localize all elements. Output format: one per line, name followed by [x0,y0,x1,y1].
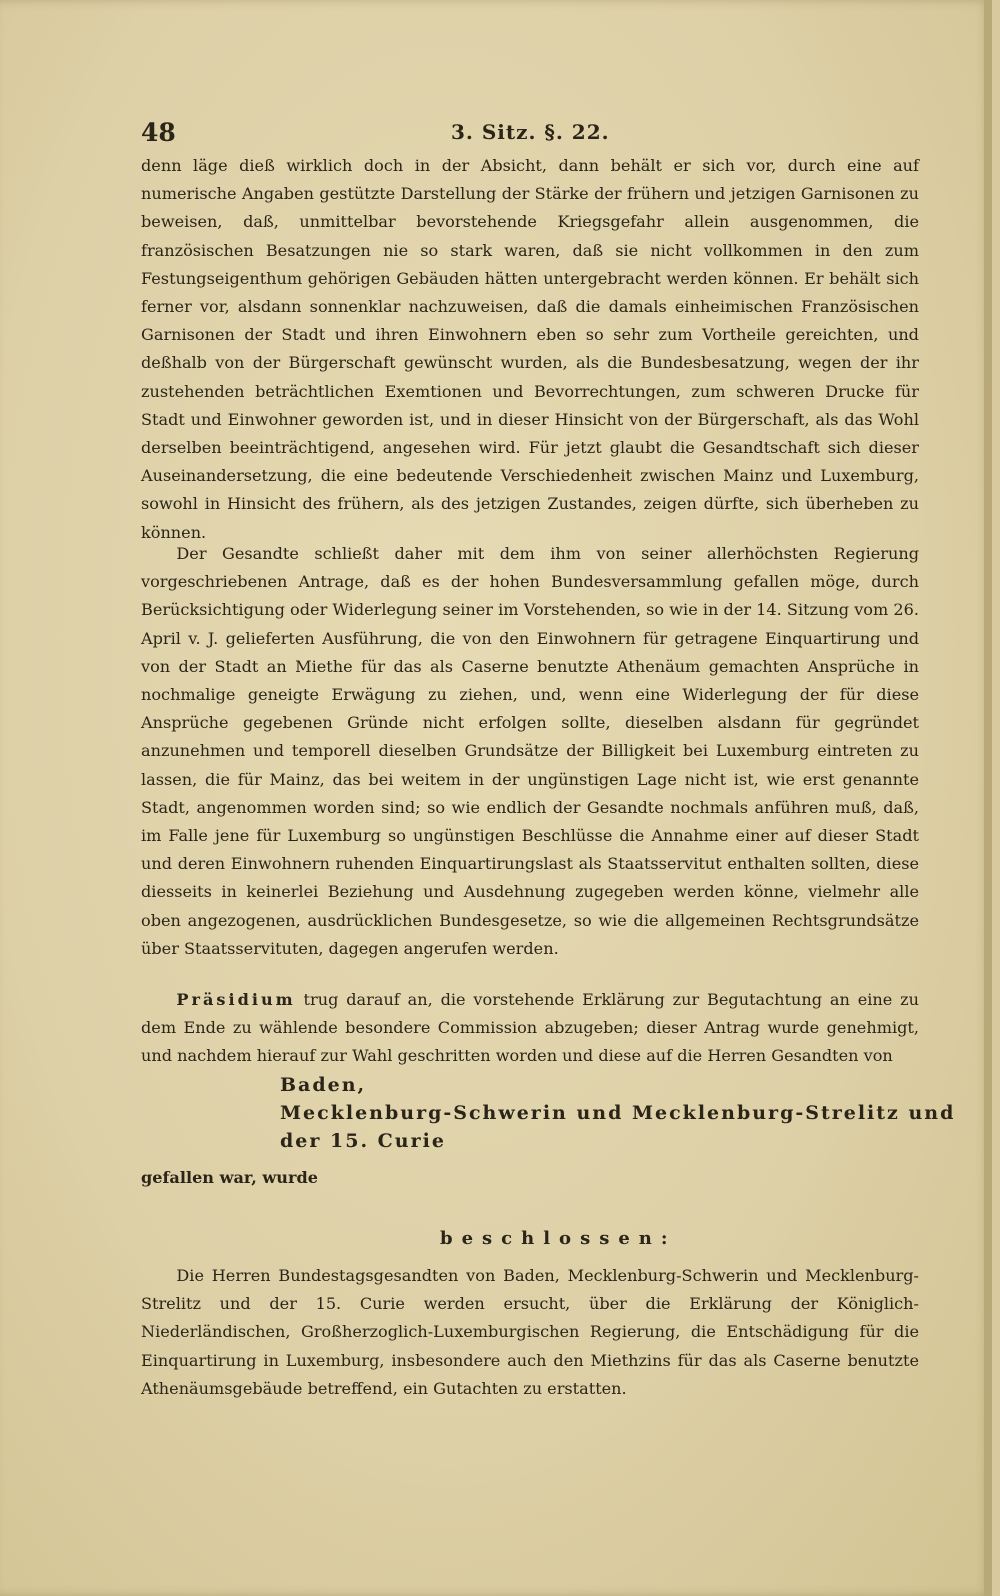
page-edge [984,0,992,1596]
paragraph-1: denn läge dieß wirklich doch in der Absicht, dann behält er sich vor, durch eine auf numerische Angaben gestützte Darstellung der Stärke der frühern und jetzigen Garnisonen zu beweisen, daß, unmittelbar bevorstehende Kriegsgefahr allein ausgenommen, die französischen Besatzungen nie so stark waren, daß sie nicht vollkommen in den zum Festungseigenthum gehörigen Gebäuden hätten untergebracht werden können. Er behält sich ferner vor, alsdann sonnenklar nachzuweisen, daß die damals einheimischen Französischen Garnisonen der Stadt und ihren Einwohnern eben so sehr zum Vortheile gereichten, und deßhalb von der Bürgerschaft gewünscht wurden, als die Bundesbesatzung, wegen der ihr zustehenden beträchtlichen Exemtionen und Bevorrechtungen, zum schweren Drucke für Stadt und Einwohner geworden ist, und in dieser Hinsicht von der Bürgerschaft, als das Wohl derselben beeinträchtigend, angesehen wird. Für jetzt glaubt die Gesandtschaft sich dieser Auseinandersetzung, die eine bedeutende Verschiedenheit zwischen Mainz und Luxemburg, sowohl in Hinsicht des frühern, als des jetzigen Zustandes, zeigen dürfte, sich überheben zu können. [141,156,919,542]
page-number: 48 [141,118,176,147]
commission-member-3: der 15. Curie [280,1130,446,1152]
after-list-text: gefallen war, wurde [141,1168,318,1187]
resolution-heading: beschlossen: [440,1228,677,1249]
paragraph-3 [141,986,919,1071]
paragraph-2: Der Gesandte schließt daher mit dem ihm von seiner allerhöchsten Regierung vorgeschriebenen Antrage, daß es der hohen Bundesversammlung gefallen möge, durch Berücksichtigung oder Widerlegung seiner im Vorstehenden, so wie in der 14. Sitzung vom 26. April v. J. gelieferten Ausführung, die von den Einwohnern für getragene Einquartirung und von der Stadt an Miethe für das als Caserne benutzte Athenäum gemachten Ansprüche in nochmalige geneigte Erwägung zu ziehen, und, wenn eine Widerlegung der für diese Ansprüche gegebenen Gründe nicht erfolgen sollte, dieselben alsdann für gegründet anzunehmen und temporell dieselben Grundsätze der Billigkeit bei Luxemburg eintreten zu lassen, die für Mainz, das bei weitem in der ungünstigen Lage nicht ist, wie erst genannte Stadt, angenommen worden sind; so wie endlich der Gesandte nochmals anführen muß, daß, im Falle jene für Luxemburg so ungünstigen Beschlüsse die Annahme einer auf dieser Stadt und deren Einwohnern ruhenden Einquartirungslast als Staatsservitut enthalten sollten, diese diesseits in keinerlei Beziehung und Ausdehnung zugegeben werden könne, vielmehr alle oben angezogenen, ausdrücklichen Bundesgesetze, so wie die allgemeinen Rechtsgrundsätze über Staatsservituten, dagegen angerufen werden. [141,544,919,958]
commission-member-2: Mecklenburg-Schwerin und Mecklenburg-Strelitz und [280,1102,956,1124]
page-header [141,118,919,148]
paragraph-4: Die Herren Bundestagsgesandten von Baden, Mecklenburg-Schwerin und Mecklenburg-Strelitz und der 15. Curie werden ersucht, über die Erklärung der Königlich-Niederländischen, Großherzoglich-Luxemburgischen Regierung, die Entschädigung für die Einquartirung in Luxemburg, insbesondere auch den Miethzins für das als Caserne benutzte Athenäumsgebäude betreffend, ein Gutachten zu erstatten. [141,1266,919,1398]
paragraph-3-text: trug darauf an, die vorstehende Erklärung zur Begutachtung an eine zu dem Ende zu wählende besondere Commission abzugeben; dieser Antrag wurde genehmigt, und nachdem hierauf zur Wahl geschritten worden und diese auf die Herren Gesandten von [141,990,919,1066]
running-head: 3. Sitz. §. 22. [451,120,610,144]
praesidium-label: Präsidium [176,990,296,1009]
commission-member-1: Baden, [280,1074,367,1096]
